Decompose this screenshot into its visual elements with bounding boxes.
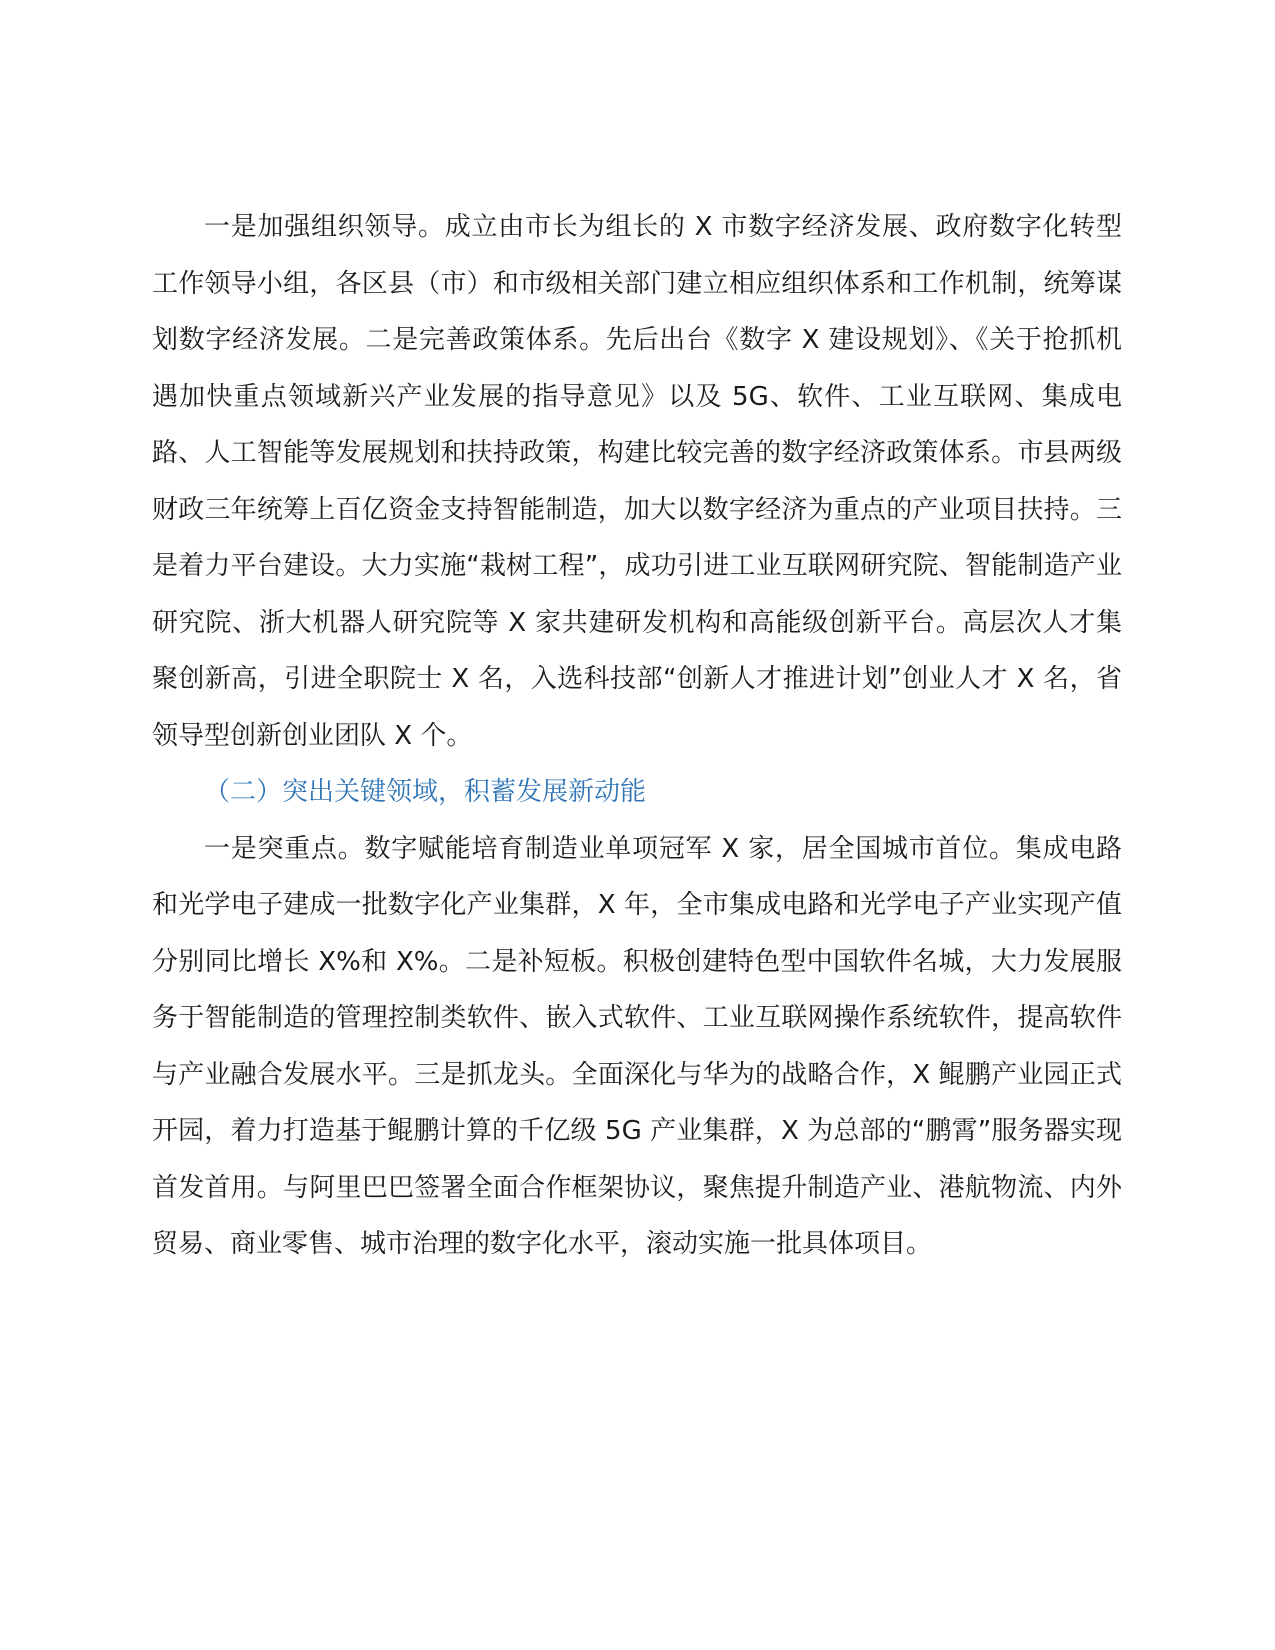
section-heading-key-fields: （二）突出关键领域，积蓄发展新动能 [204, 777, 647, 807]
paragraph-key-fields: 一是突重点。数字赋能培育制造业单项冠军 X 家，居全国城市首位。集成电路和光学电子建成一批数字化产业集群，X 年，全市集成电路和光学电子产业实现产值分别同比增长 X%和 X%。二是补短板。积极创建特色型中国软件名城，大力发展服务于智能制造的管理控制类软件、嵌入式软件、工业互联网操作系统软件，提高软件与产业融合发展水平。三是抓龙头。全面深化与华为的战略合作，X 鲲鹏产业园正式开园，着力打造基于鲲鹏计算的千亿级 5G 产业集群，X 为总部的“鹏霄”服务器实现首发首用。与阿里巴巴签署全面合作框架协议，聚焦提升制造产业、港航物流、内外贸易、商业零售、城市治理的数字化水平，滚动实施一批具体项目。 [152, 833, 1122, 1259]
paragraph-organization-policy-platform: 一是加强组织领导。成立由市长为组长的 X 市数字经济发展、政府数字化转型工作领导小组，各区县（市）和市级相关部门建立相应组织体系和工作机制，统筹谋划数字经济发展。二是完善政策体系。先后出台《数字 X 建设规划》、《关于抢抓机遇加快重点领域新兴产业发展的指导意见》以及 5G、软件、工业互联网、集成电路、人工智能等发展规划和扶持政策，构建比较完善的数字经济政策体系。市县两级财政三年统筹上百亿资金支持智能制造，加大以数字经济为重点的产业项目扶持。三是着力平台建设。大力实施“栽树工程”，成功引进工业互联网研究院、智能制造产业研究院、浙大机器人研究院等 X 家共建研发机构和高能级创新平台。高层次人才集聚创新高，引进全职院士 X 名，入选科技部“创新人才推进计划”创业人才 X 名，省领导型创新创业团队 X 个。 [152, 212, 1122, 751]
document-body [152, 199, 1122, 1273]
